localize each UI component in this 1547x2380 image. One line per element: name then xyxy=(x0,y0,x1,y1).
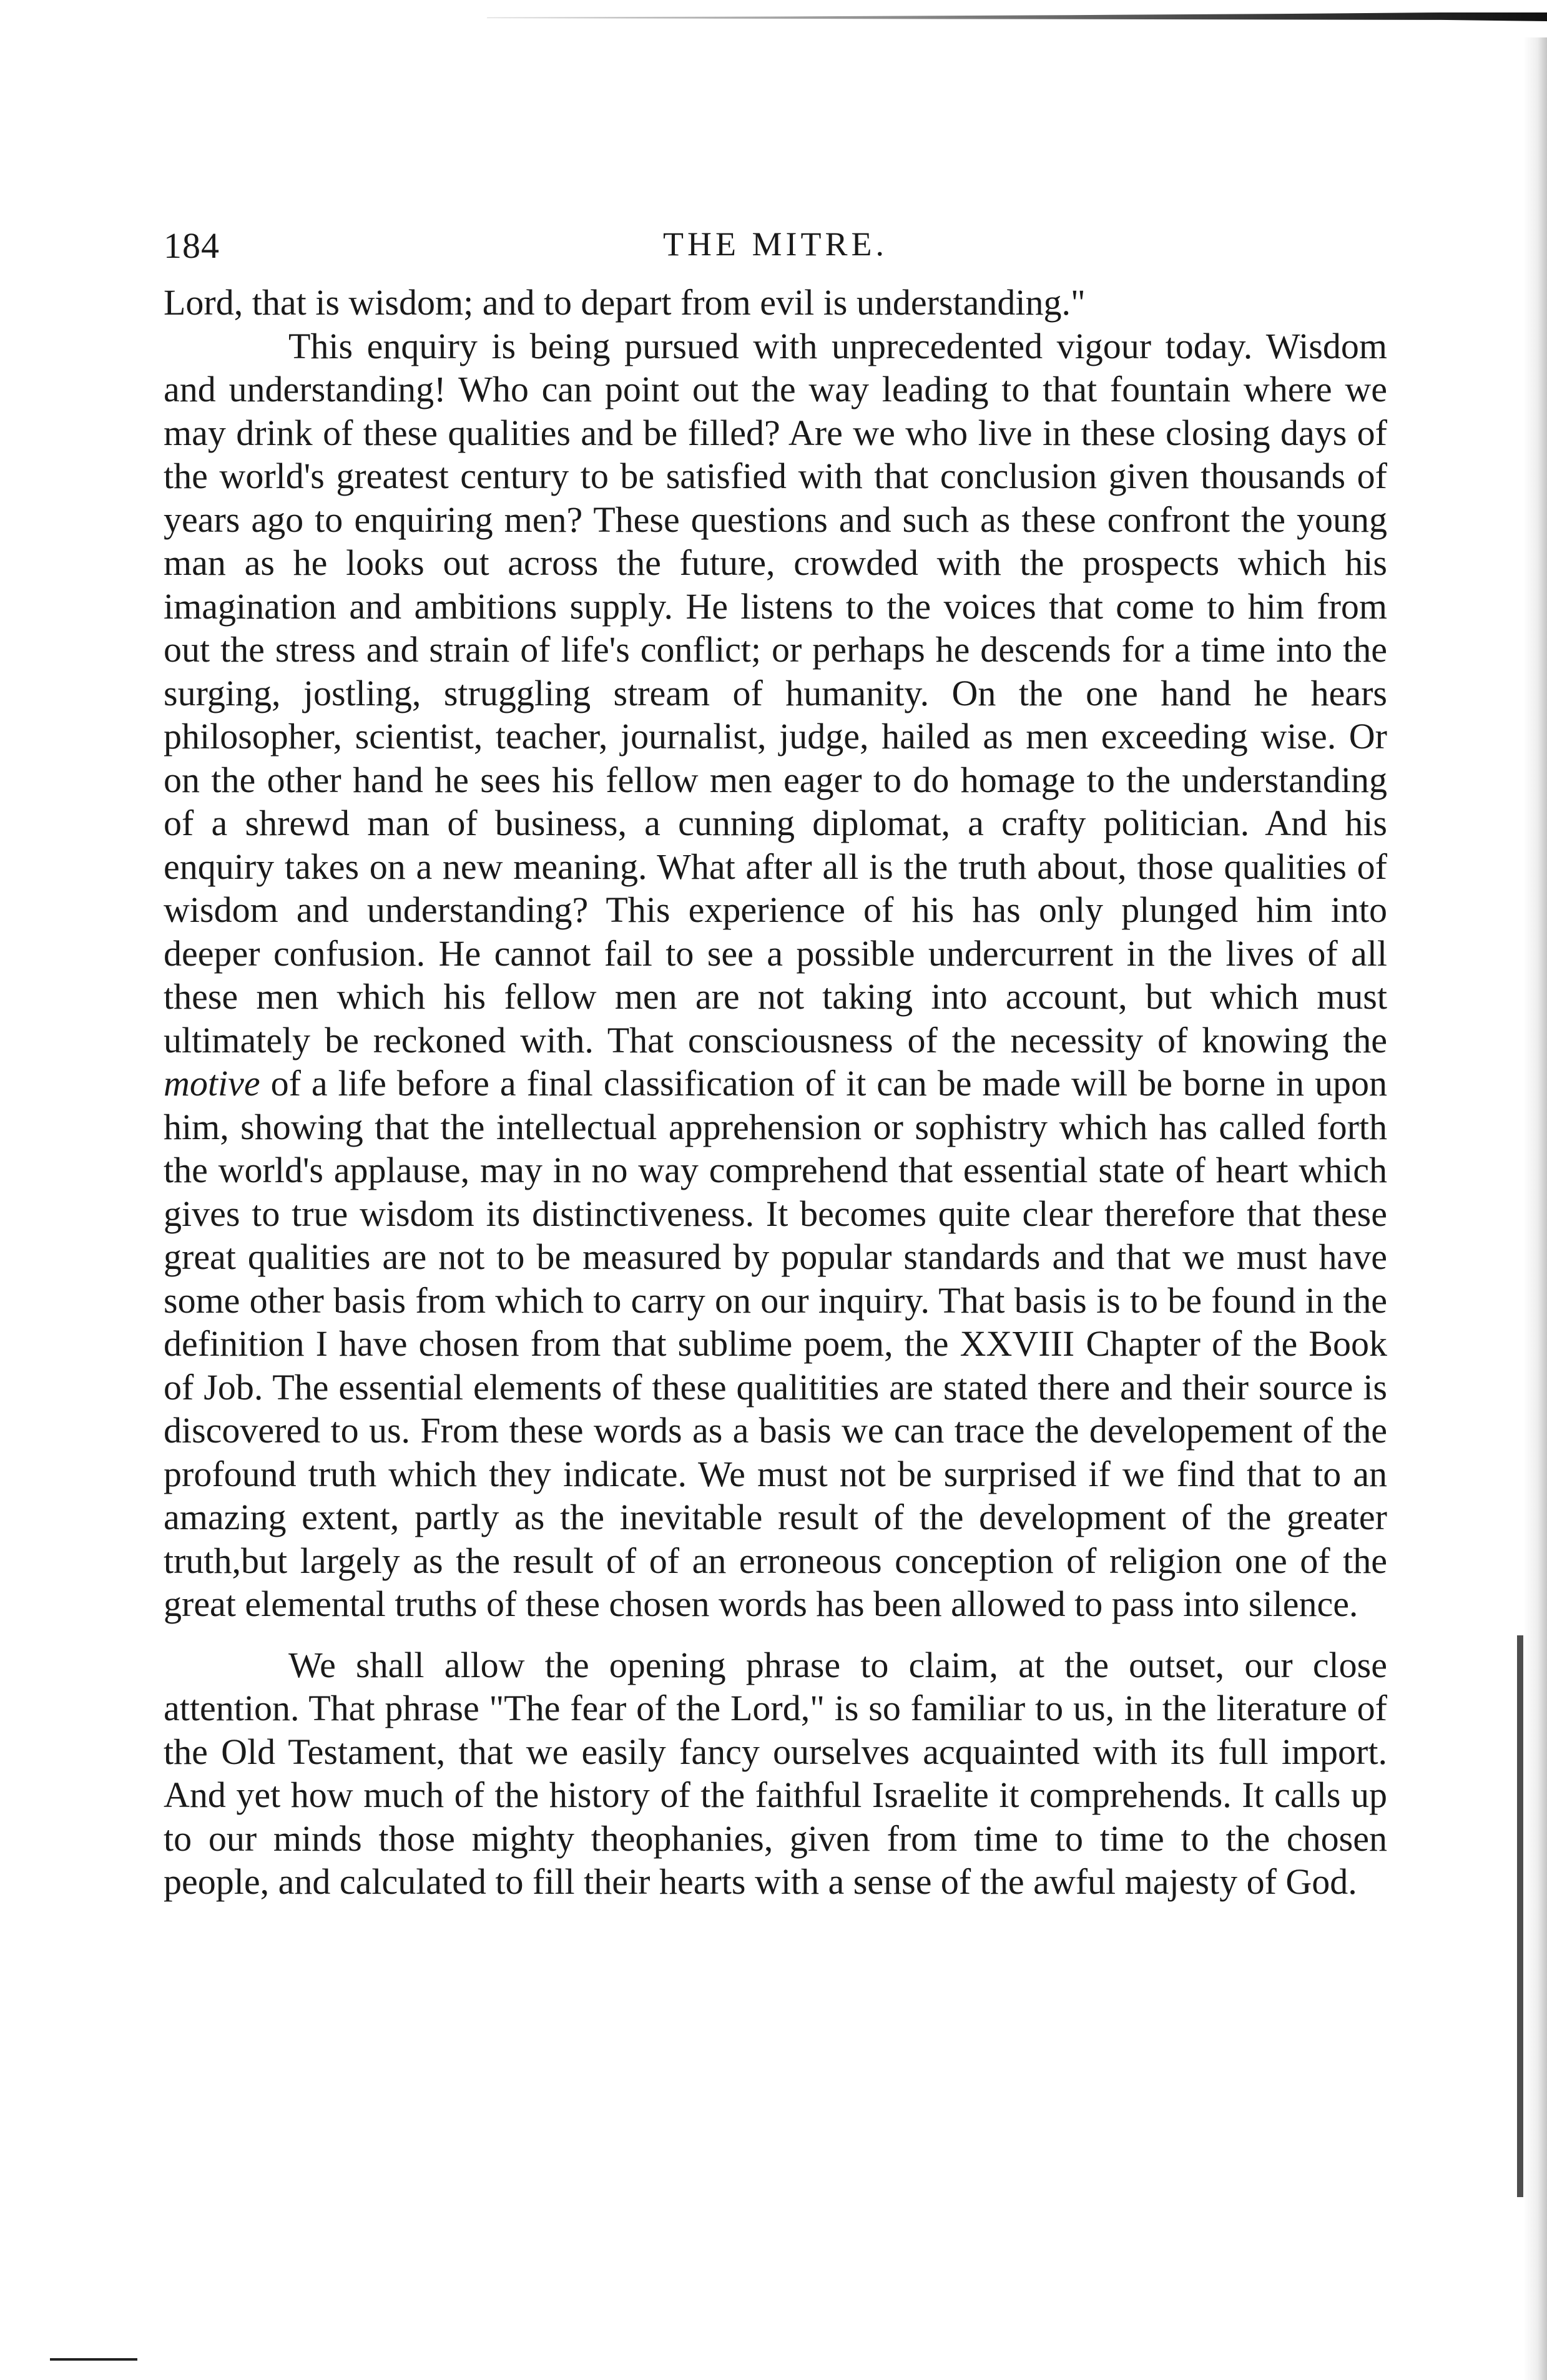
paragraph-enquiry xyxy=(164,325,1387,1626)
paragraph-text: We shall allow the opening phrase to claim, at the outset, our close attention. That phrase "The fear of the Lord," is so familiar to us, in the literature of the Old Testament, that we easily fancy ourselves acquainted with its full import. And yet how much of the history of the faithful Israelite it comprehends. It calls up to our minds those mighty theophanies, given from time to time to the chosen people, and calculated to fill their hearts with a sense of the awful majesty of God. xyxy=(164,1644,1387,1902)
paragraph-continuation xyxy=(164,281,1387,325)
page-number: 184 xyxy=(164,225,220,266)
paragraph-text-part: of a life before a final classification of it can be made will be borne in upon him, showing that the intellectual apprehension or sophistry which has called forth the world's applause, may in no way comprehend that essential state of heart which gives to true wisdom its distinctiveness. It becomes quite clear therefore that these great qualities are not to be measured by popular standards and that we must have some other basis from which to carry on our inquiry. That basis is to be found in the definition I have chosen from that sublime poem, the xyxy=(164,1063,1387,1364)
page xyxy=(164,187,1387,1904)
roman-numeral: XXVIII xyxy=(960,1323,1075,1364)
scan-artifact-page-edge xyxy=(1523,37,1547,2380)
italic-word: motive xyxy=(164,1063,260,1104)
scan-artifact-bottom-mark xyxy=(50,2358,137,2361)
scan-artifact-top-rule xyxy=(487,12,1547,21)
paragraph-text-part: This enquiry is being pursued with unprecedented vigour today. Wisdom and understanding! Who can point out the way leading to that fountain where we may drink of these qualities and be filled? Are we who live in these closing days of the world's greatest century to be satisfied with that conclusion given thousands of years ago to enquiring men? These questions and such as these confront the young man as he looks out across the future, crowded with the prospects which his imagination and ambitions supply. He listens to the voices that come to him from out the stress and strain of life's conflict; or perhaps he descends for a time into the surging, jostling, struggling stream of humanity. On the one hand he hears philosopher, scientist, teacher, journalist, judge, hailed as men exceeding wise. Or on the other hand he sees his fellow men eager to do homage to the understanding of a shrewd man of business, a cunning diplomat, a crafty politician. And his enquiry takes on a new meaning. What after all is the truth about, those qualities of wisdom and understanding? This experience of his has only plunged him into deeper confusion. He cannot fail to see a possible undercurrent in the lives of all these men which his fellow men are not taking into account, but which must ultimately be reckoned with. That consciousness of the necessity of knowing the xyxy=(164,325,1387,1060)
paragraph-fear-of-the-lord xyxy=(164,1643,1387,1904)
paragraph-text-part: Chapter of the Book of Job. The essential elements of these qualitities are stated there and their source is discovered to us. From these words as a basis we can trace the developement of the profound truth which they indicate. We must not be surprised if we find that to an amazing extent, partly as the inevitable result of the development of the greater truth,but largely as the result of of an erroneous conception of religion one of the great elemental truths of these chosen words has been allowed to pass into silence. xyxy=(164,1323,1387,1624)
paragraph-text: Lord, that is wisdom; and to depart from evil is understanding." xyxy=(164,282,1086,323)
scan-artifact-page-edge-dark xyxy=(1517,1635,1523,2197)
running-head xyxy=(164,187,1387,266)
running-title: THE MITRE. xyxy=(663,225,888,263)
